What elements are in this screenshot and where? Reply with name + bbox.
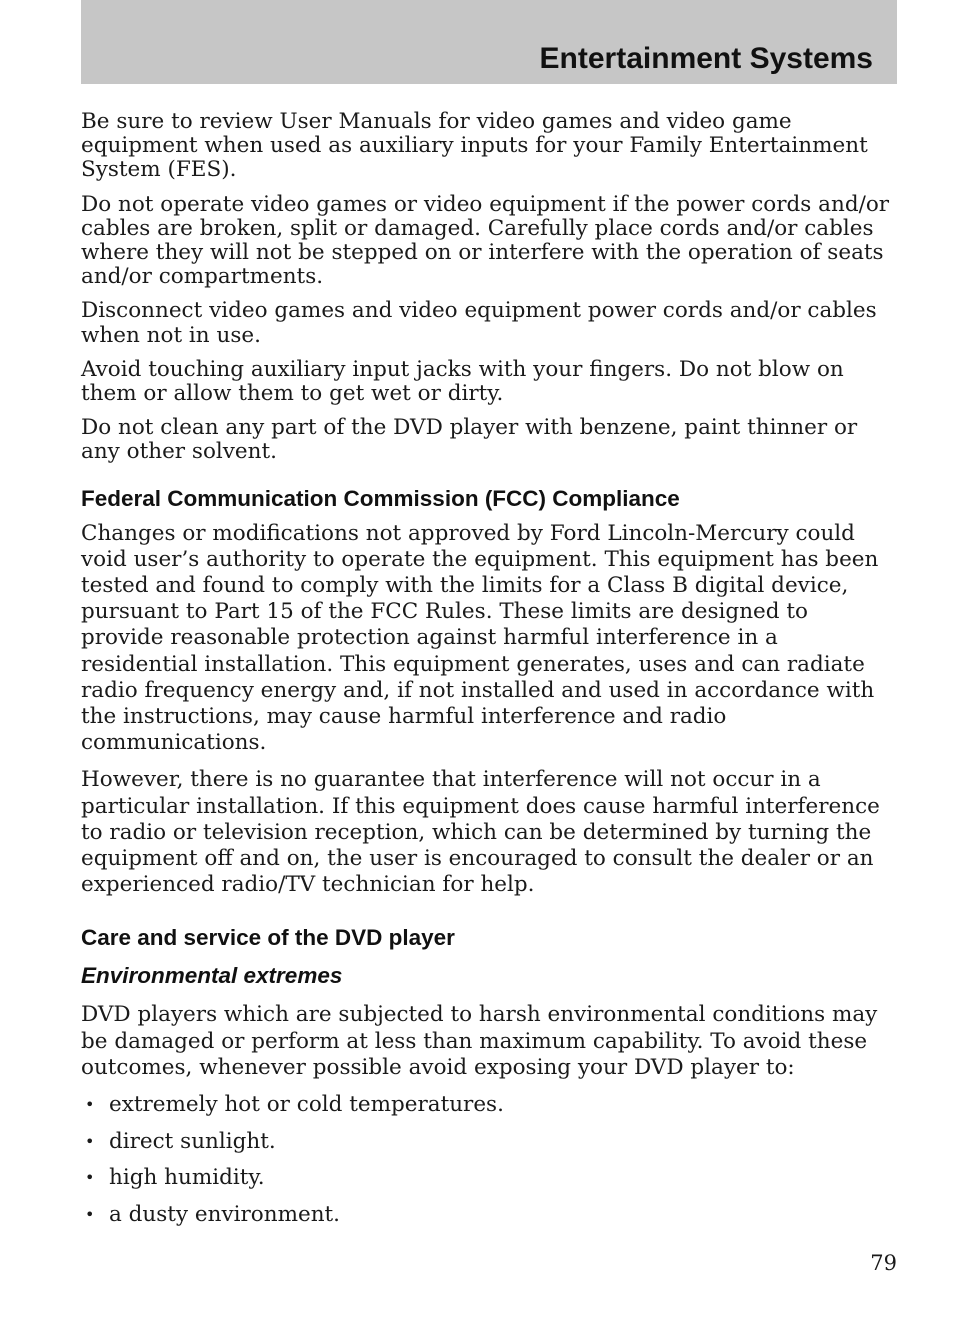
list-item-text: direct sunlight. bbox=[109, 1128, 276, 1154]
fcc-paragraph-2: However, there is no guarantee that interference will not occur in a particular installation. If this equipment does cause harmful interference to radio or television reception, which can be determined by turning the equipment off and on, the user is encouraged to consult the dealer or an experienced radio/TV technician for help. bbox=[81, 767, 880, 898]
list-item-text: high humidity. bbox=[109, 1165, 265, 1191]
page-number: 79 bbox=[870, 1251, 897, 1275]
fcc-heading: Federal Communication Commission (FCC) Compliance bbox=[81, 485, 680, 511]
intro-paragraph-2: Do not operate video games or video equipment if the power cords and/or cables are broken, split or damaged. Carefully place cords and/or cables where they will not be stepped on or interfere with the operation of seats and/or compartments. bbox=[81, 191, 890, 290]
list-item bbox=[81, 1092, 897, 1118]
bullet-icon: • bbox=[85, 1095, 95, 1115]
header-band bbox=[81, 0, 897, 84]
list-item bbox=[81, 1165, 897, 1191]
intro-paragraph-5: Do not clean any part of the DVD player with benzene, paint thinner or any other solvent. bbox=[81, 415, 858, 465]
fcc-paragraph-1: Changes or modifications not approved by Ford Lincoln-Mercury could void user’s authority to operate the equipment. This equipment has been tested and found to comply with the limits for a Class B digital device, pursuant to Part 15 of the FCC Rules. These limits are designed to provide reasonable protection against harmful interference in a residential installation. This equipment generates, uses and can radiate radio frequency energy and, if not installed and used in accordance with the instructions, may cause harmful interference and radio communications. bbox=[81, 520, 879, 756]
list-item bbox=[81, 1202, 897, 1228]
care-bullet-list bbox=[81, 1092, 897, 1228]
care-heading: Care and service of the DVD player bbox=[81, 925, 455, 951]
intro-paragraph-1: Be sure to review User Manuals for video games and video game equipment when used as auxiliary inputs for your Family Entertainment System (FES). bbox=[81, 109, 868, 183]
list-item-text: extremely hot or cold temperatures. bbox=[109, 1092, 504, 1118]
care-subheading: Environmental extremes bbox=[81, 963, 343, 989]
bullet-icon: • bbox=[85, 1131, 95, 1151]
list-item-text: a dusty environment. bbox=[109, 1201, 341, 1227]
bullet-icon: • bbox=[85, 1168, 95, 1188]
care-paragraph: DVD players which are subjected to harsh environmental conditions may be damaged or perform at less than maximum capability. To avoid these outcomes, whenever possible avoid exposing your DVD player to: bbox=[81, 1002, 878, 1080]
bullet-icon: • bbox=[85, 1204, 95, 1224]
page-title: Entertainment Systems bbox=[539, 42, 873, 75]
intro-paragraph-4: Avoid touching auxiliary input jacks with your fingers. Do not blow on them or allow them to get wet or dirty. bbox=[81, 356, 844, 407]
intro-paragraph-3: Disconnect video games and video equipment power cords and/or cables when not in use. bbox=[81, 298, 877, 348]
list-item bbox=[81, 1129, 897, 1155]
page-content bbox=[81, 110, 897, 1238]
